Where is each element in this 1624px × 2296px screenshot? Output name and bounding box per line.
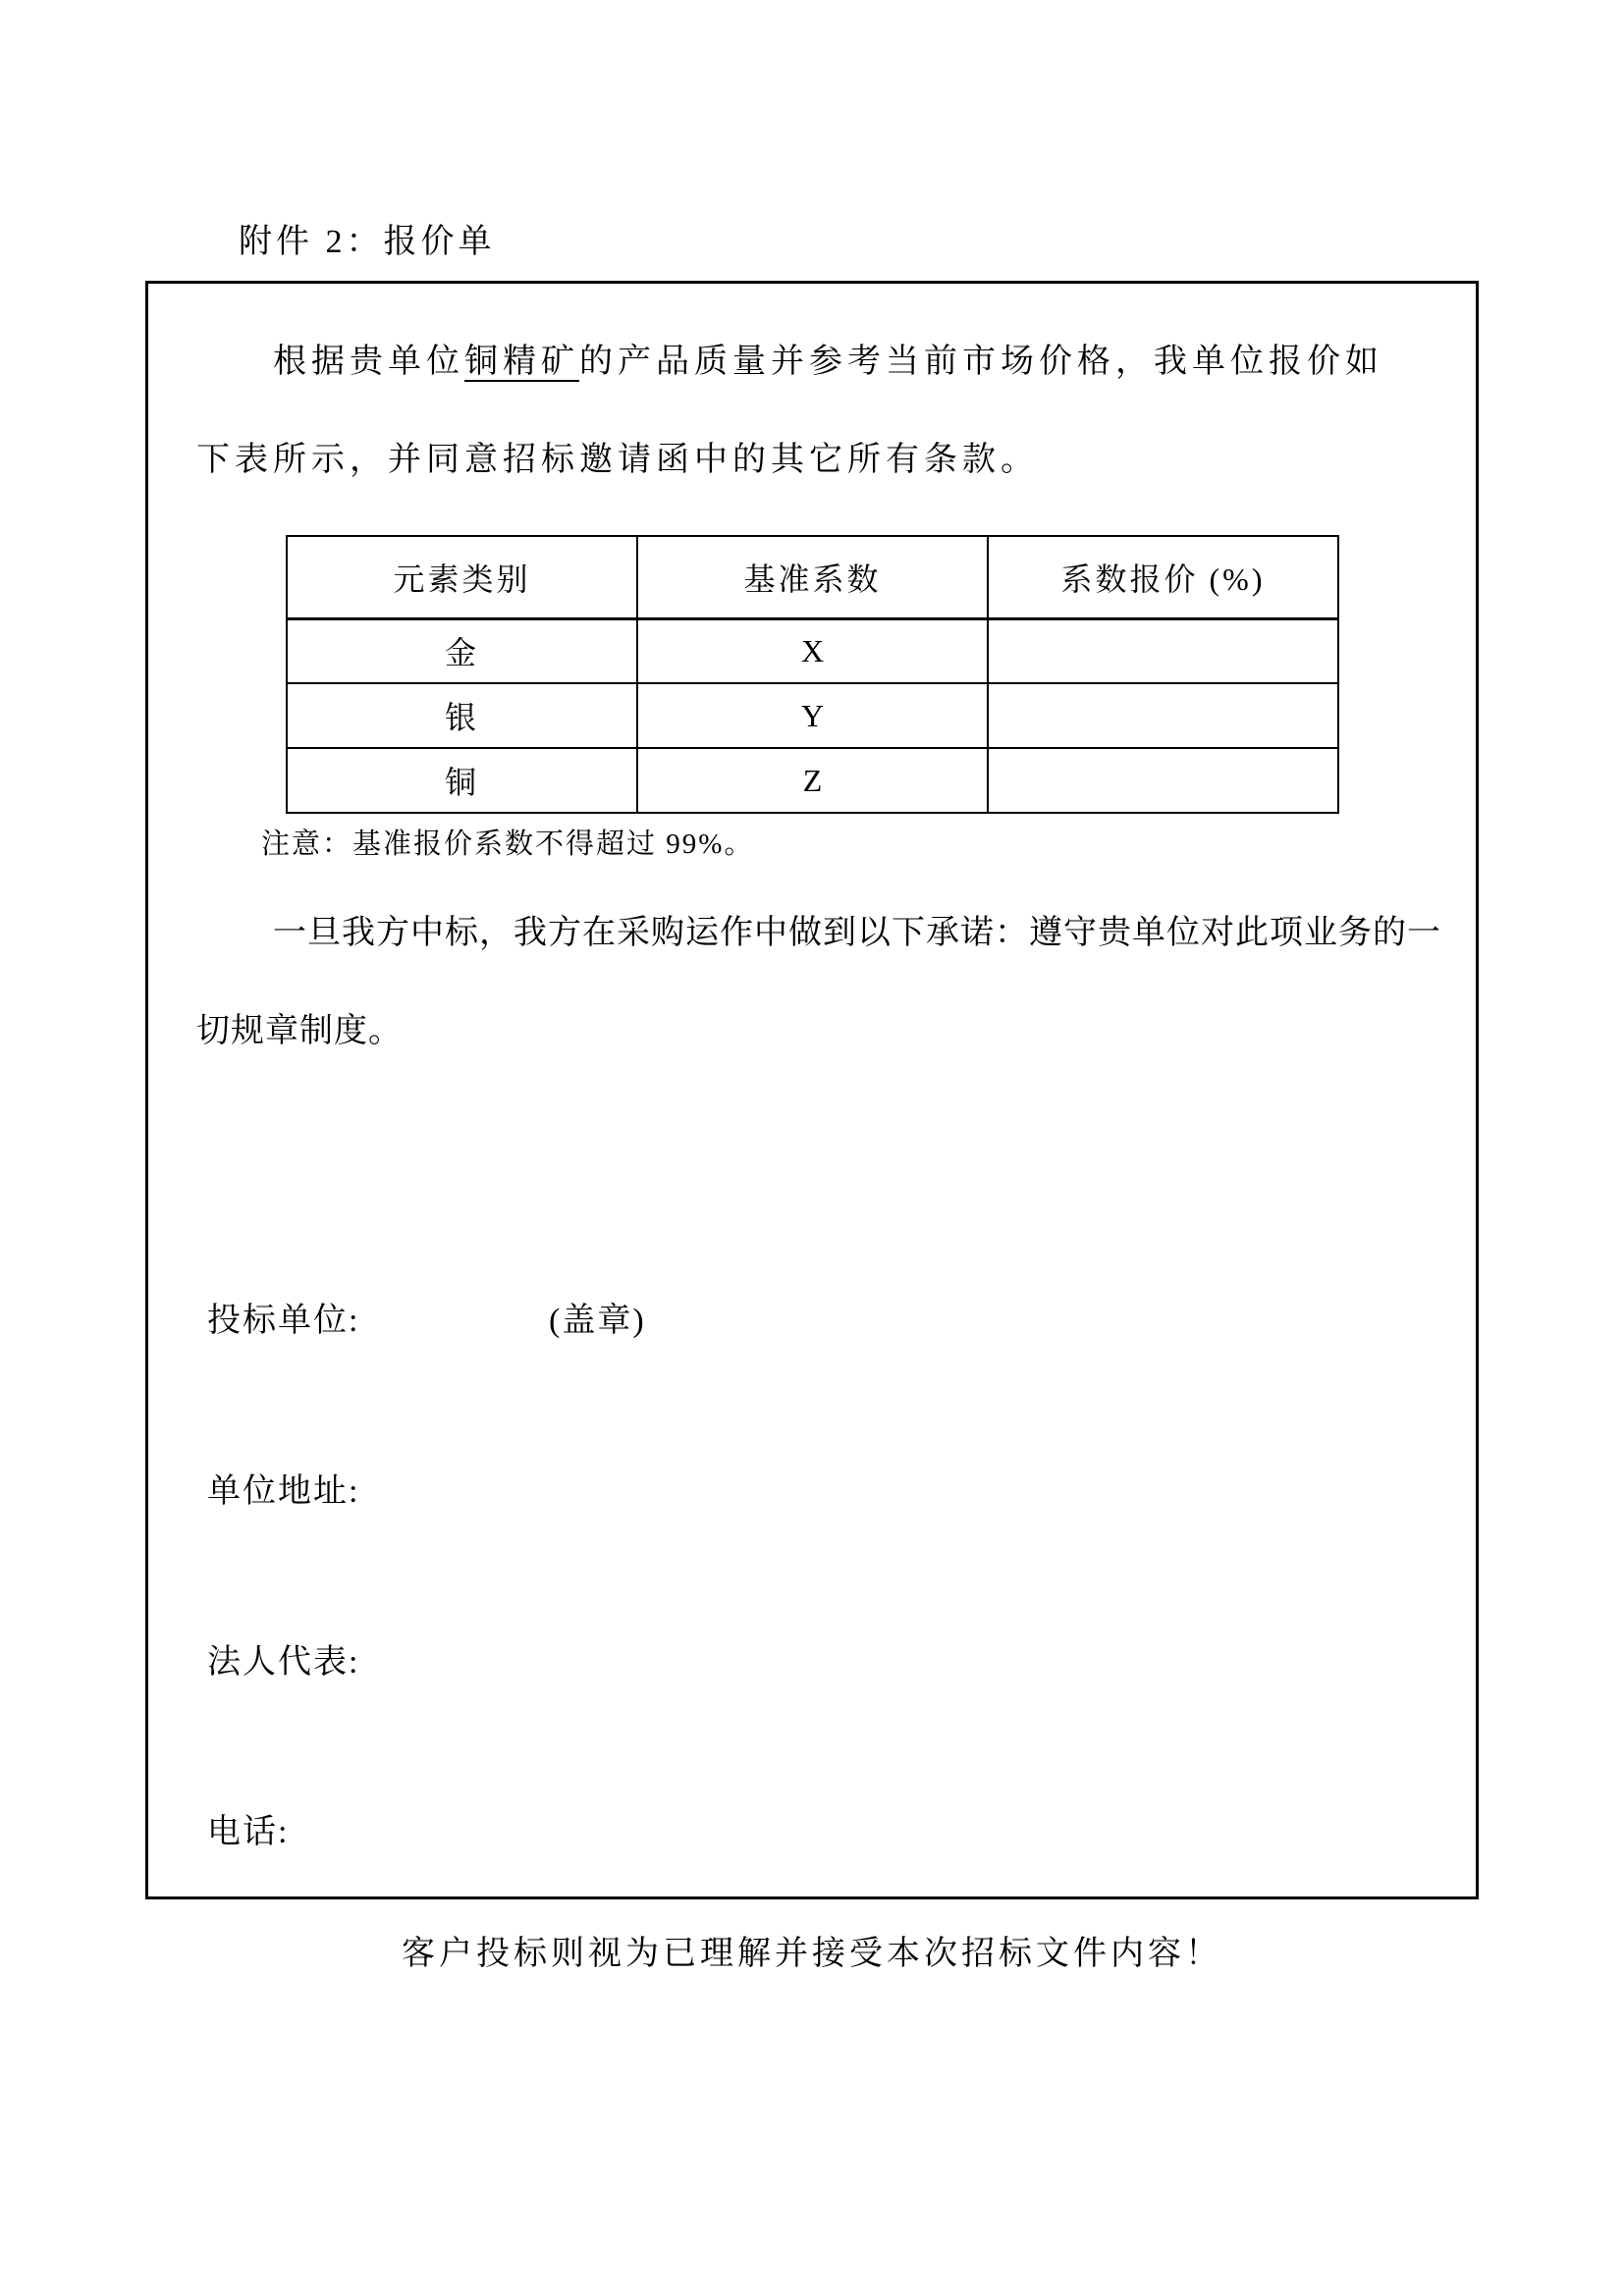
intro-line1-post: 的产品质量并参考当前市场价格，我单位报价如: [579, 344, 1383, 380]
footer-note: 客户投标则视为已理解并接受本次招标文件内容！: [402, 1936, 1222, 1972]
header-element-category: 元素类别: [287, 536, 637, 618]
quote-table-header: [287, 536, 1338, 618]
table-row-gold: [287, 618, 1338, 683]
header-coefficient-quote: 系数报价 (%): [988, 536, 1338, 618]
attachment-title: 附件 2：报价单: [239, 224, 496, 260]
coefficient-quote-table: [286, 535, 1339, 814]
intro-product-underlined: 铜精矿: [464, 344, 579, 380]
table-note: 注意：基准报价系数不得超过 99%。: [261, 828, 755, 860]
cell-element-silver: 银: [287, 683, 637, 748]
cell-element-copper: 铜: [287, 748, 637, 813]
phone-label: 电话:: [207, 1814, 290, 1850]
table-header-row: [287, 536, 1338, 618]
cell-base-coefficient-silver: Y: [637, 683, 988, 748]
cell-base-coefficient-copper: Z: [637, 748, 988, 813]
commitment-line-1: 一旦我方中标，我方在采购运作中做到以下承诺：遵守贵单位对此项业务的一: [273, 915, 1441, 951]
commitment-line-2: 切规章制度。: [196, 1013, 403, 1049]
quotation-form-box: [145, 281, 1479, 1899]
cell-element-gold: 金: [287, 618, 637, 683]
cell-quote-silver: [988, 683, 1338, 748]
intro-line-2: 下表所示，并同意招标邀请函中的其它所有条款。: [196, 442, 1039, 478]
intro-paragraph: [196, 313, 1383, 509]
cell-quote-copper: [988, 748, 1338, 813]
table-row-copper: [287, 748, 1338, 813]
seal-label: (盖章): [549, 1303, 646, 1339]
commitment-paragraph: [196, 884, 1441, 1081]
cell-base-coefficient-gold: X: [637, 618, 988, 683]
table-row-silver: [287, 683, 1338, 748]
unit-address-label: 单位地址:: [207, 1473, 360, 1510]
intro-line1-pre: 根据贵单位: [273, 344, 464, 380]
cell-quote-gold: [988, 618, 1338, 683]
legal-representative-label: 法人代表:: [207, 1644, 360, 1681]
bidder-unit-label: 投标单位:: [207, 1303, 360, 1339]
header-base-coefficient: 基准系数: [637, 536, 988, 618]
intro-line-1: [196, 313, 1383, 411]
